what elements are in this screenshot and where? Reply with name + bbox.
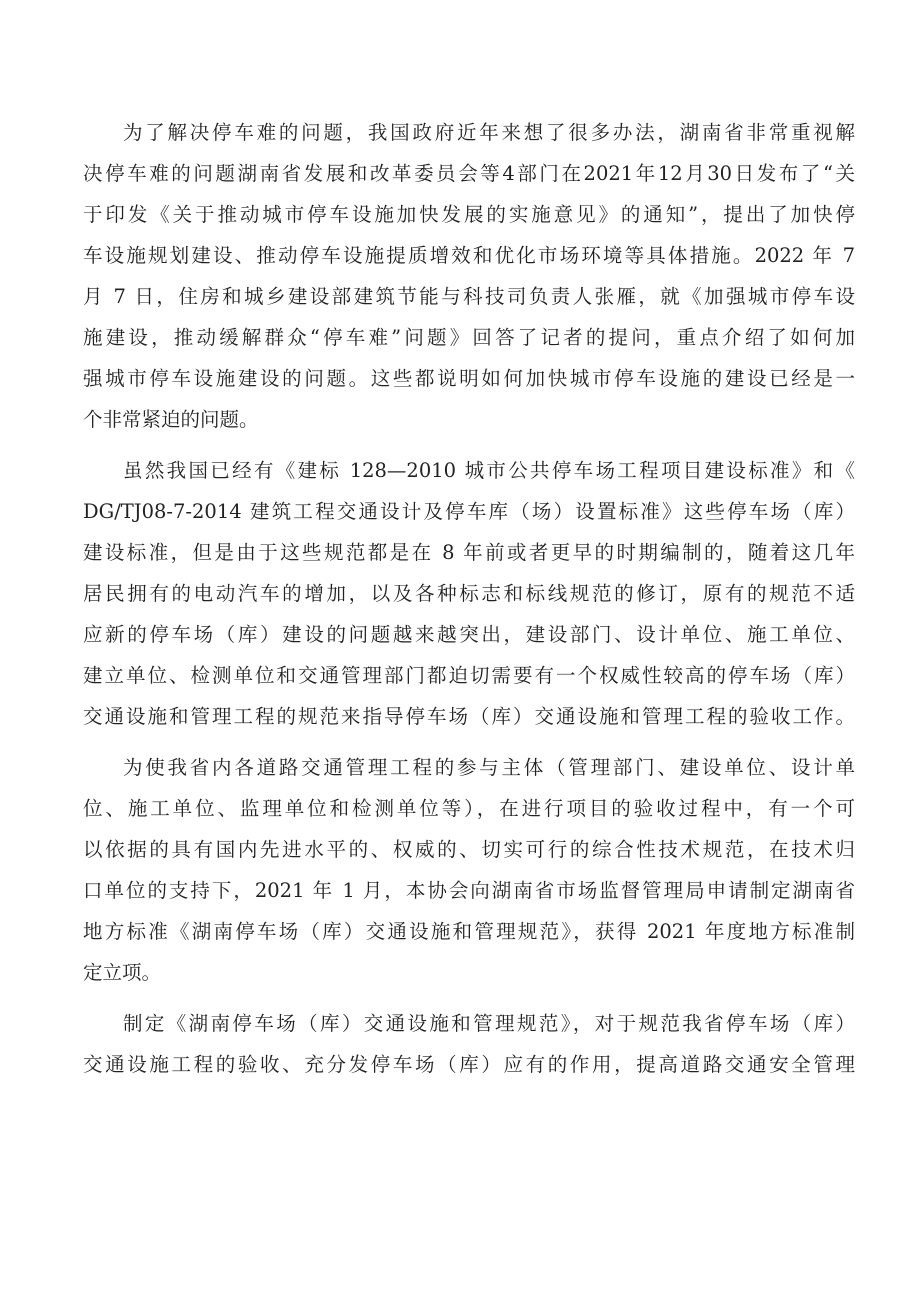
text-line: 建立单位、检测单位和交通管理部门都迫切需要有一个权威性较高的停车场（库） <box>83 664 855 687</box>
document-body <box>83 112 855 1085</box>
text-line: 交通设施和管理工程的规范来指导停车场（库）交通设施和管理工程的验收工作。 <box>83 705 855 728</box>
text-line: 居民拥有的电动汽车的增加，以及各种标志和标线规范的修订，原有的规范不适 <box>83 582 855 605</box>
text-line: 以依据的具有国内先进水平的、权威的、切实可行的综合性技术规范，在技术归 <box>83 838 855 861</box>
text-line: 个非常紧迫的问题。 <box>83 408 259 431</box>
text-line: 制定《湖南停车场（库）交通设施和管理规范》，对于规范我省停车场（库） <box>123 1012 855 1035</box>
text-line: 施建设，推动缓解群众“停车难”问题》回答了记者的提问，重点介绍了如何加 <box>83 326 855 349</box>
text-line: 应新的停车场（库）建设的问题越来越突出，建设部门、设计单位、施工单位、 <box>83 623 855 646</box>
text-line: 地方标准《湖南停车场（库）交通设施和管理规范》，获得 2021 年度地方标准制 <box>83 920 855 943</box>
text-line: 强城市停车设施建设的问题。这些都说明如何加快城市停车设施的建设已经是一 <box>83 367 855 390</box>
text-line: 月 7 日，住房和城乡建设部建筑节能与科技司负责人张雁，就《加强城市停车设 <box>83 285 855 308</box>
text-line: 虽然我国已经有《建标 128—2010 城市公共停车场工程项目建设标准》和《 <box>123 459 855 482</box>
text-line: DG/TJ08-7-2014 建筑工程交通设计及停车库（场）设置标准》这些停车场（库） <box>83 500 855 523</box>
text-line: 车设施规划建设、推动停车设施提质增效和优化市场环境等具体措施。2022 年 7 <box>83 244 855 267</box>
paragraph-gap <box>83 993 855 1003</box>
text-line: 于印发《关于推动城市停车设施加快发展的实施意见》的通知”，提出了加快停 <box>83 203 855 226</box>
text-line: 位、施工单位、监理单位和检测单位等），在进行项目的验收过程中，有一个可 <box>83 797 855 820</box>
paragraph-gap <box>83 737 855 747</box>
text-line: 为使我省内各道路交通管理工程的参与主体（管理部门、建设单位、设计单 <box>123 756 855 779</box>
text-line: 定立项。 <box>83 961 162 984</box>
text-line: 交通设施工程的验收、充分发停车场（库）应有的作用，提高道路交通安全管理 <box>83 1053 855 1076</box>
text-line: 口单位的支持下，2021 年 1 月，本协会向湖南省市场监督管理局申请制定湖南省 <box>83 879 855 902</box>
paragraph-3 <box>83 747 855 993</box>
text-line: 建设标准，但是由于这些规范都是在 8 年前或者更早的时期编制的，随着这几年 <box>83 541 855 564</box>
paragraph-2 <box>83 450 855 737</box>
paragraph-gap <box>83 440 855 450</box>
paragraph-1 <box>83 112 855 440</box>
text-line: 为了解决停车难的问题，我国政府近年来想了很多办法，湖南省非常重视解 <box>123 121 855 144</box>
text-line: 决停车难的问题湖南省发展和改革委员会等4部门在2021年12月30日发布了“关 <box>83 162 855 185</box>
paragraph-4 <box>83 1003 855 1085</box>
